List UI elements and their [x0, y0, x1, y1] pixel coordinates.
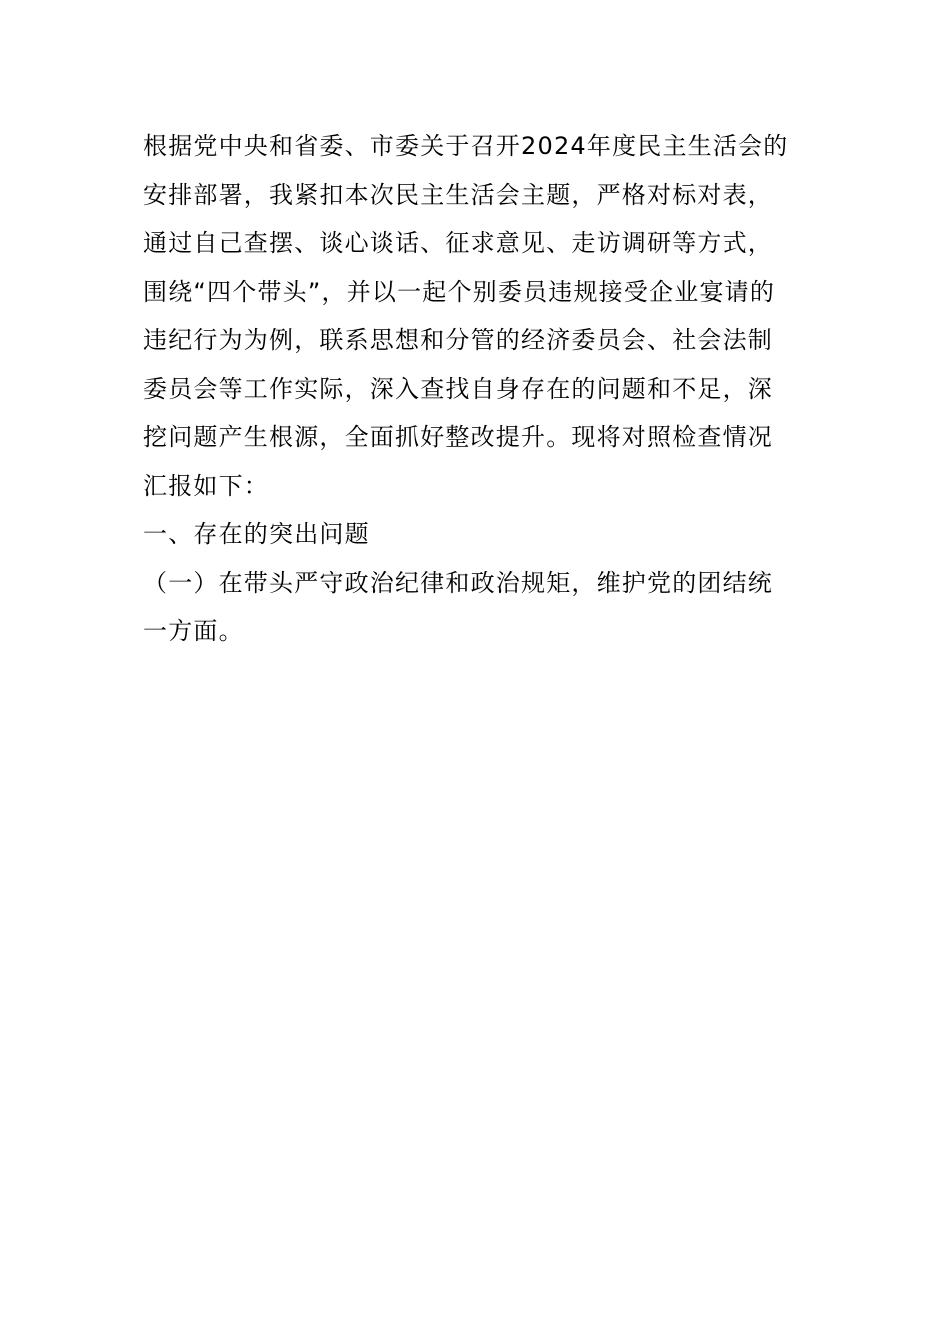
paragraph-line: 根据党中央和省委、市委关于召开2024年度民主生活会的 — [143, 132, 789, 160]
paragraph-line: 违纪行为为例，联系思想和分管的经济委员会、社会法制 — [143, 326, 773, 354]
paragraph-line: 通过自己查摆、谈心谈话、征求意见、走访调研等方式， — [143, 229, 773, 257]
subsection-heading — [143, 559, 823, 656]
subsection-line: 一方面。 — [143, 617, 244, 645]
paragraph-line: 挖问题产生根源，全面抓好整改提升。现将对照检查情况 — [143, 423, 773, 451]
subsection-line: （一）在带头严守政治纪律和政治规矩，维护党的团结统 — [143, 568, 773, 597]
paragraph-line: 围绕“四个带头”，并以一起个别委员违规接受企业宴请的 — [143, 277, 776, 306]
paragraph-line: 安排部署，我紧扣本次民主生活会主题，严格对标对表， — [143, 180, 773, 209]
intro-paragraph — [143, 122, 823, 510]
document-body — [143, 122, 823, 656]
section-heading: 一、存在的突出问题 — [143, 520, 370, 548]
paragraph-line: 委员会等工作实际，深入查找自身存在的问题和不足，深 — [143, 374, 773, 403]
paragraph-line: 汇报如下： — [143, 471, 269, 500]
